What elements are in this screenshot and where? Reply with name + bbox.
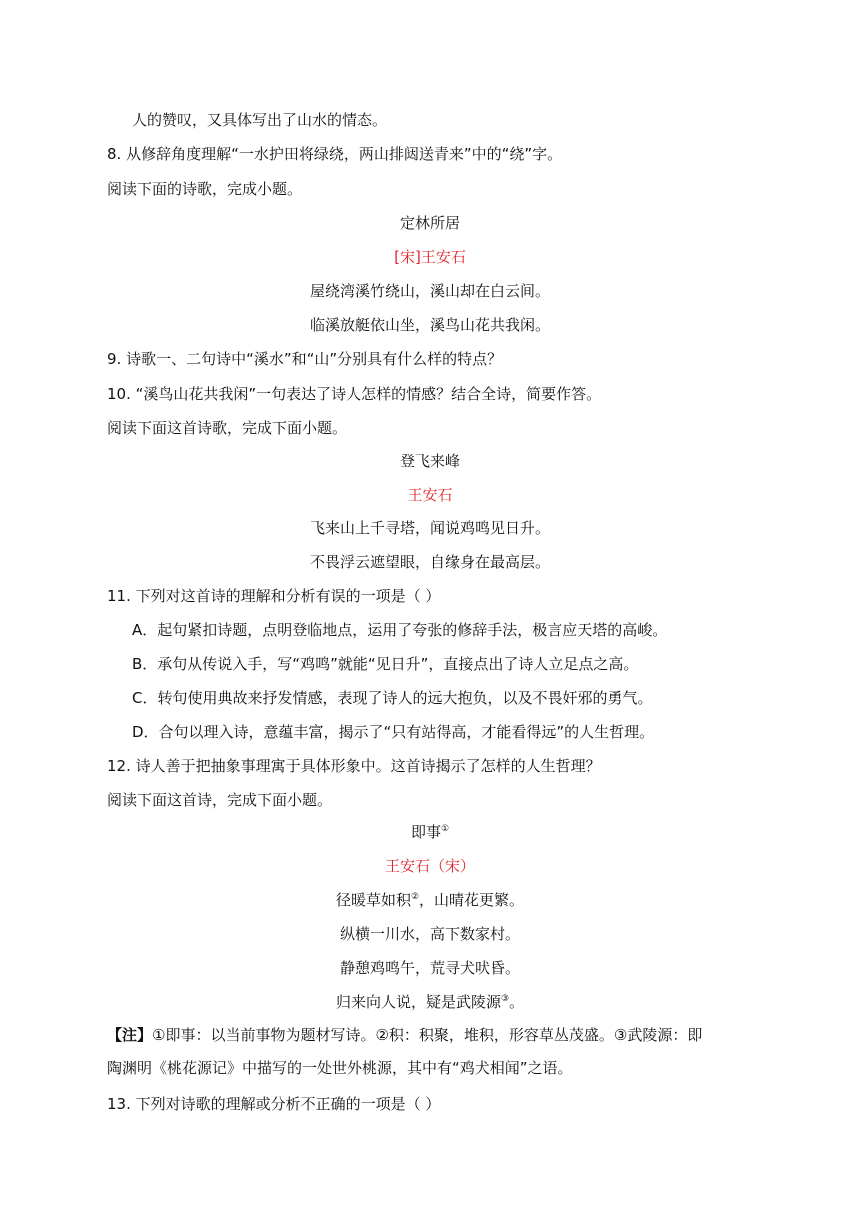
poem-line-part: 归来向人说，疑是武陵源 bbox=[335, 993, 501, 1011]
option-a: A．起句紧扣诗题，点明登临地点，运用了夸张的修辞手法，极言应天塔的高峻。 bbox=[132, 621, 668, 639]
option-c: C．转句使用典故来抒发情感，表现了诗人的远大抱负，以及不畏奸邪的勇气。 bbox=[132, 689, 653, 707]
poem-line: 屋绕湾溪竹绕山，溪山却在白云间。 bbox=[309, 282, 550, 300]
poem-title bbox=[0, 822, 860, 842]
poem-line: 纵横一川水，高下数家村。 bbox=[339, 925, 520, 943]
poem-line: 静憩鸡鸣午，荒寻犬吠昏。 bbox=[339, 959, 520, 977]
question-9: 9. 诗歌一、二句诗中“溪水”和“山”分别具有什么样的特点？ bbox=[107, 350, 503, 368]
poem-line-part: 径暖草如积 bbox=[335, 891, 411, 909]
footnote-marker: ② bbox=[410, 892, 420, 902]
text-line: 人的赞叹，又具体写出了山水的情态。 bbox=[132, 111, 388, 129]
question-10: 10. “溪鸟山花共我闲”一句表达了诗人怎样的情感？结合全诗，简要作答。 bbox=[107, 385, 602, 403]
poem-line-part: 。 bbox=[509, 993, 525, 1011]
poem-line: 临溪放艇依山坐，溪鸟山花共我闲。 bbox=[309, 316, 550, 334]
poem-author: [宋]王安石 bbox=[394, 248, 466, 266]
poem-title: 登飞来峰 bbox=[399, 452, 460, 470]
question-13: 13. 下列对诗歌的理解或分析不正确的一项是（ ） bbox=[107, 1095, 441, 1113]
note-tag: 【注】 bbox=[107, 1026, 153, 1044]
reading-instruction: 阅读下面这首诗歌，完成下面小题。 bbox=[107, 419, 348, 437]
poem-author: 王安石 bbox=[407, 486, 453, 504]
poem-title-text: 即事 bbox=[410, 823, 441, 841]
question-12: 12. 诗人善于把抽象事理寓于具体形象中。这首诗揭示了怎样的人生哲理？ bbox=[107, 757, 601, 775]
question-11: 11. 下列对这首诗的理解和分析有误的一项是（ ） bbox=[107, 587, 441, 605]
poem-line: 不畏浮云遮望眼，自缘身在最高层。 bbox=[309, 553, 550, 571]
reading-instruction: 阅读下面这首诗，完成下面小题。 bbox=[107, 791, 333, 809]
reading-instruction: 阅读下面的诗歌，完成小题。 bbox=[107, 180, 303, 198]
option-b: B．承句从传说入手，写“鸡鸣”就能“见日升”，直接点出了诗人立足点之高。 bbox=[132, 655, 639, 673]
question-8: 8. 从修辞角度理解“一水护田将绿绕，两山排闼送青来”中的“绕”字。 bbox=[107, 145, 563, 163]
poem-author: 王安石（宋） bbox=[384, 857, 475, 875]
footnote-marker: ① bbox=[440, 824, 450, 834]
poem-line: 飞来山上千寻塔，闻说鸡鸣见日升。 bbox=[309, 519, 550, 537]
note-text: ①即事：以当前事物为题材写诗。②积：积聚，堆积，形容草丛茂盛。③武陵源：即 bbox=[152, 1026, 703, 1044]
poem-title: 定林所居 bbox=[399, 214, 460, 232]
poem-line bbox=[0, 992, 860, 1012]
option-d: D．合句以理入诗，意蕴丰富，揭示了“只有站得高，才能看得远”的人生哲理。 bbox=[132, 723, 655, 741]
annotation-note-cont: 陶渊明《桃花源记》中描写的一处世外桃源，其中有“鸡犬相闻”之语。 bbox=[107, 1059, 573, 1077]
poem-line bbox=[0, 890, 860, 910]
footnote-marker: ③ bbox=[500, 994, 510, 1004]
annotation-note bbox=[107, 1025, 702, 1045]
poem-line-part: ，山晴花更繁。 bbox=[419, 891, 525, 909]
